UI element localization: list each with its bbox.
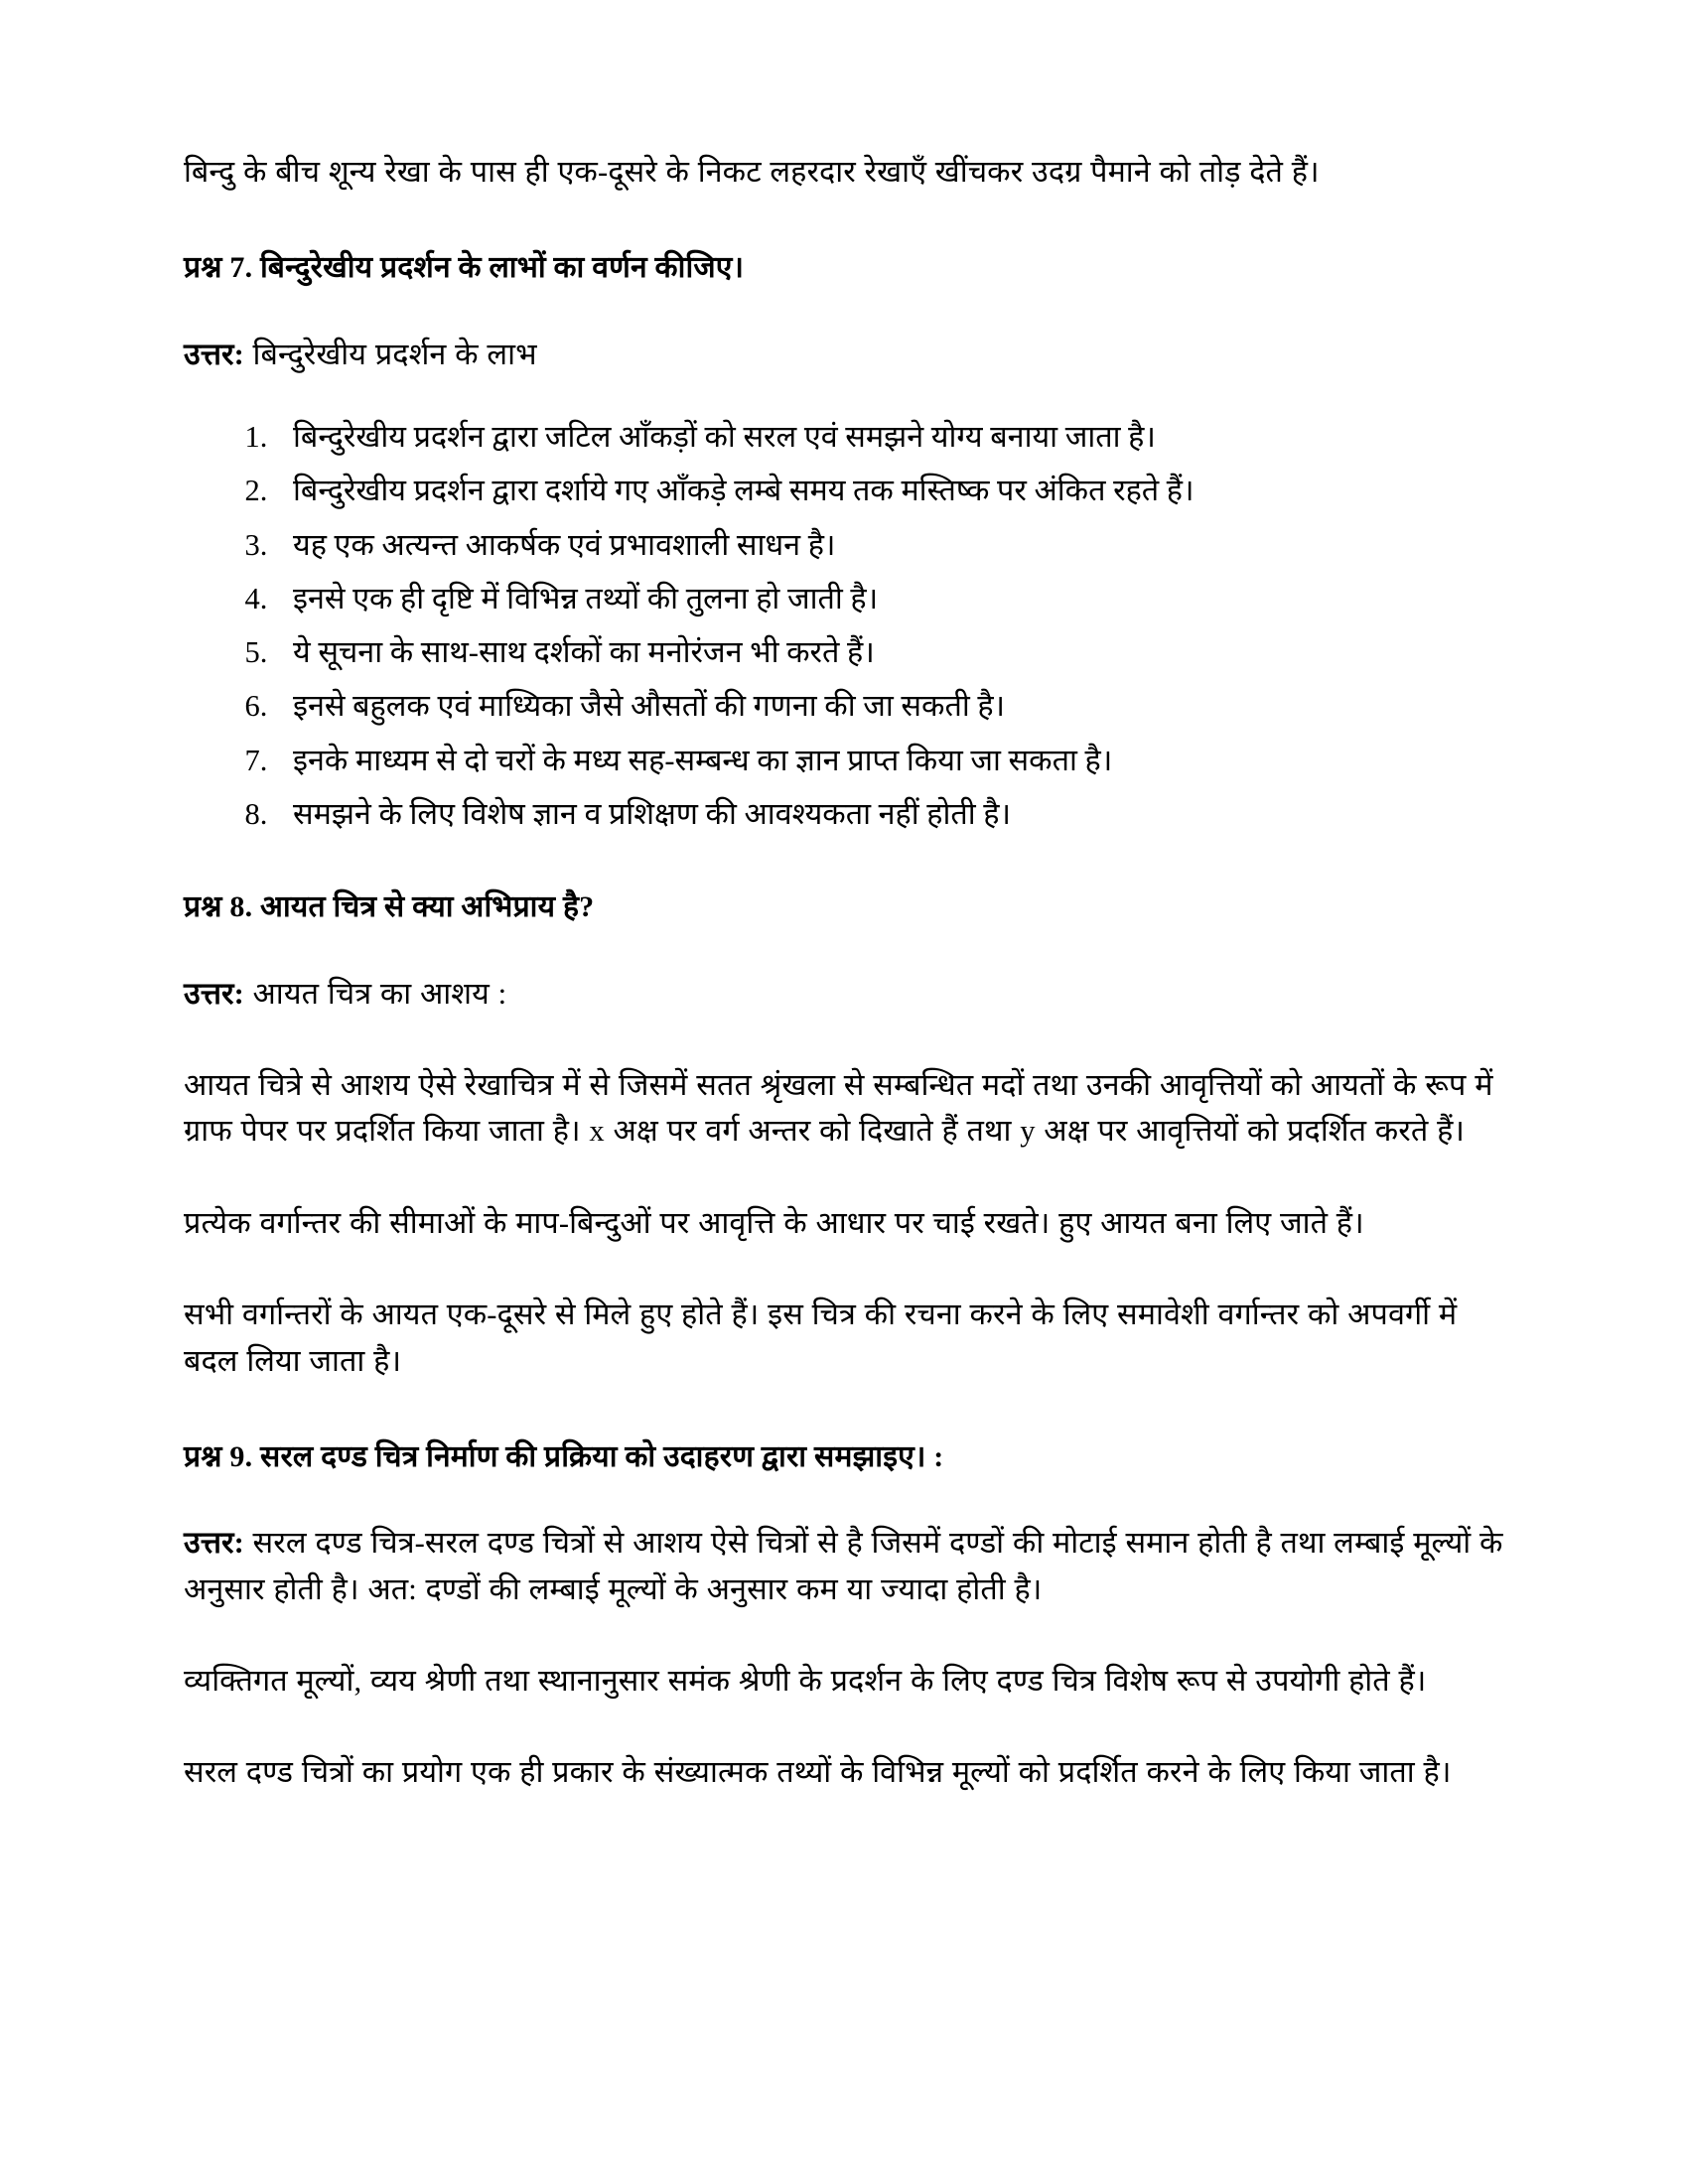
question-8-paragraph-2: प्रत्येक वर्गान्तर की सीमाओं के माप-बिन्दुओं पर आवृत्ति के आधार पर चाई रखते। हुए आयत बना लिए जाते हैं।	[184, 1205, 1364, 1240]
list-item	[275, 686, 1509, 726]
list-item	[275, 741, 1509, 780]
question-8-paragraph-1: आयत चित्रे से आशय ऐसे रेखाचित्र में से जिसमें सतत श्रृंखला से सम्बन्धित मदों तथा उनकी आवृत्तियों को आयतों के रूप में ग्राफ पेपर पर प्रदर्शित किया जाता है। x अक्ष पर वर्ग अन्तर को दिखाते हैं तथा y अक्ष पर आवृत्तियों को प्रदर्शित करते हैं।	[184, 1068, 1493, 1149]
list-item	[275, 632, 1509, 672]
question-9-paragraph-2: सरल दण्ड चित्रों का प्रयोग एक ही प्रकार के संख्यात्मक तथ्यों के विभिन्न मूल्यों को प्रदर्शित करने के लिए किया जाता है।	[184, 1755, 1452, 1790]
list-item	[275, 525, 1509, 565]
answer-label-8: उत्तर:	[184, 976, 244, 1011]
answer-label-7: उत्तर:	[184, 337, 244, 371]
question-8-paragraph-3: सभी वर्गान्तरों के आयत एक-दूसरे से मिले हुए होते हैं। इस चित्र की रचना करने के लिए समावेशी वर्गान्तर को अपवर्गी में बदल लिया जाता है।	[184, 1297, 1458, 1378]
question-7-answer-intro	[184, 332, 1509, 377]
benefit-text: इनसे एक ही दृष्टि में विभिन्न तथ्यों की तुलना हो जाती है।	[293, 581, 879, 615]
question-7-heading: प्रश्न 7. बिन्दुरेखीय प्रदर्शन के लाभों का वर्णन कीजिए।	[184, 251, 745, 285]
benefit-text: समझने के लिए विशेष ज्ञान व प्रशिक्षण की आवश्यकता नहीं होती है।	[293, 796, 1012, 831]
page-content	[184, 149, 1509, 1796]
benefit-text: इनसे बहुलक एवं माध्यिका जैसे औसतों की गणना की जा सकती है।	[293, 689, 1006, 724]
question-9-heading: प्रश्न 9. सरल दण्ड चित्र निर्माण की प्रक्रिया को उदाहरण द्वारा समझाइए। :	[184, 1439, 944, 1473]
list-item	[275, 417, 1509, 457]
benefit-text: ये सूचना के साथ-साथ दर्शकों का मनोरंजन भी करते हैं।	[293, 635, 875, 670]
benefit-text: इनके माध्यम से दो चरों के मध्य सह-सम्बन्ध का ज्ञान प्राप्त किया जा सकता है।	[293, 743, 1113, 777]
benefit-text: बिन्दुरेखीय प्रदर्शन द्वारा दर्शाये गए आँकड़े लम्बे समय तक मस्तिष्क पर अंकित रहते हैं।	[293, 474, 1195, 508]
answer-label-9: उत्तर:	[184, 1526, 244, 1561]
question-9-paragraph-1: व्यक्तिगत मूल्यों, व्यय श्रेणी तथा स्थानानुसार समंक श्रेणी के प्रदर्शन के लिए दण्ड चित्र विशेष रूप से उपयोगी होते हैं।	[184, 1664, 1427, 1699]
list-item	[275, 794, 1509, 834]
benefit-text: बिन्दुरेखीय प्रदर्शन द्वारा जटिल आँकड़ों को सरल एवं समझने योग्य बनाया जाता है।	[293, 420, 1156, 455]
benefit-text: यह एक अत्यन्त आकर्षक एवं प्रभावशाली साधन है।	[293, 527, 836, 562]
question-8-heading: प्रश्न 8. आयत चित्र से क्या अभिप्राय है?	[184, 890, 595, 924]
answer-intro-text-9: सरल दण्ड चित्र-सरल दण्ड चित्रों से आशय ऐसे चित्रों से है जिसमें दण्डों की मोटाई समान होती है तथा लम्बाई मूल्यों के अनुसार होती है। अत: दण्डों की लम्बाई मूल्यों के अनुसार कम या ज्यादा होती है।	[184, 1526, 1503, 1606]
benefits-list	[184, 417, 1509, 834]
question-8-answer-intro	[184, 971, 1509, 1017]
answer-intro-text-8: आयत चित्र का आशय :	[243, 976, 507, 1011]
answer-intro-text-7: बिन्दुरेखीय प्रदर्शन के लाभ	[243, 337, 537, 371]
intro-paragraph: बिन्दु के बीच शून्य रेखा के पास ही एक-दूसरे के निकट लहरदार रेखाएँ खींचकर उदग्र पैमाने को तोड़ देते हैं।	[184, 155, 1320, 189]
list-item	[275, 471, 1509, 510]
list-item	[275, 579, 1509, 618]
question-9-answer-intro	[184, 1520, 1509, 1612]
